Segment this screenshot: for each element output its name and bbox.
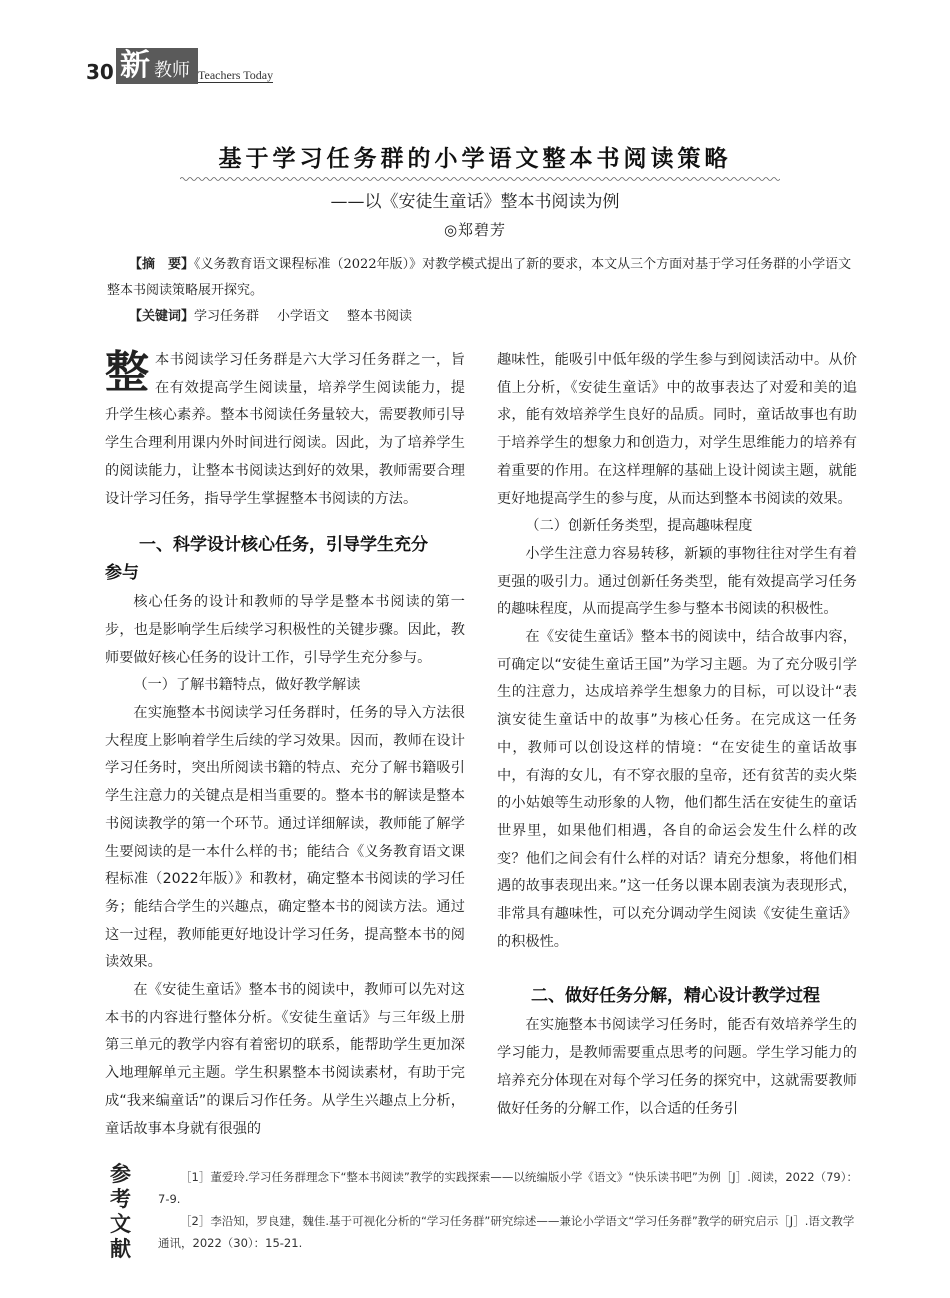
magazine-logo	[116, 46, 292, 86]
body-paragraph: 在实施整本书阅读学习任务群时，任务的导入方法很大程度上影响着学生后续的学习效果。因而，教师在设计学习任务时，突出所阅读书籍的特点、充分了解书籍吸引学生注意力的关键点是相当重要的。整本书的解读是整本书阅读教学的第一个环节。通过详细解读，教师能了解学生要阅读的是一本什么样的书；能结合《义务教育语文课程标准（2022年版）》和教材，确定整本书阅读的学习任务；能结合学生的兴趣点，确定整本书的阅读方法。通过这一过程，教师能更好地设计学习任务，提高整本书的阅读效果。	[105, 705, 465, 971]
section-2-heading-text: 二、做好任务分解，精心设计教学过程	[531, 986, 820, 1007]
body-paragraph: 趣味性，能吸引中低年级的学生参与到阅读活动中。从价值上分析，《安徒生童话》中的故事表达了对爱和美的追求，能有效培养学生良好的品质。同时，童话故事也有助于培养学生的想象力和创造力，对学生思维能力的培养有着重要的作用。在这样理解的基础上设计阅读主题，就能更好地提高学生的参与度，从而达到整本书阅读的效果。	[497, 352, 857, 507]
logo-char-xin: 新	[120, 48, 150, 83]
abstract-text: 《义务教育语文课程标准（2022年版）》对教学模式提出了新的要求，本文从三个方面对基于学习任务群的小学语文整本书阅读策略展开探究。	[107, 257, 852, 298]
right-column	[497, 347, 857, 1123]
keywords-label: 【关键词】	[129, 309, 195, 324]
body-paragraph: 小学生注意力容易转移，新颖的事物往往对学生有着更强的吸引力。通过创新任务类型，能有效提高学习任务的趣味程度，从而提高学生参与整本书阅读的积极性。	[497, 545, 857, 618]
body-paragraph: 在《安徒生童话》整本书的阅读中，结合故事内容，可确定以“安徒生童话王国”为学习主题。为了充分吸引学生的注意力，达成培养学生想象力的目标，可以设计“表演安徒生童话中的故事”为核心任务。在完成这一任务中，教师可以创设这样的情境：“在安徒生的童话故事中，有海的女儿，有不穿衣服的皇帝，还有贫苦的卖火柴的小姑娘等生动形象的人物，他们都生活在安徒生的童话世界里，如果他们相遇，各自的命运会发生什么样的改变？他们之间会有什么样的对话？请充分想象，将他们相遇的故事表现出来。”这一任务以课本剧表演为表现形式，非常具有趣味性，可以充分调动学生阅读《安徒生童话》的积极性。	[497, 629, 857, 950]
section-2-heading	[497, 982, 857, 1010]
subsection-1-heading: （一）了解书籍特点，做好教学解读	[133, 677, 361, 694]
abstract-label: 【摘 要】	[129, 257, 195, 272]
keywords-paragraph	[107, 304, 863, 330]
intro-paragraph	[105, 347, 465, 513]
reference-item: ［1］董爱玲.学习任务群理念下“整本书阅读”教学的实践探索——以统编版小学《语文》“快乐读书吧”为例［J］.阅读，2022（79）：7-9.	[158, 1170, 858, 1206]
article-author: ◎郑碧芳	[443, 221, 507, 239]
subsection-2-heading: （二）创新任务类型，提高趣味程度	[525, 518, 753, 535]
abstract-paragraph	[107, 252, 863, 304]
article-title: 基于学习任务群的小学语文整本书阅读策略	[218, 145, 732, 172]
keyword: 整本书阅读	[347, 309, 413, 324]
keyword: 小学语文	[277, 309, 330, 324]
logo-char-jiaoshi: 教师	[154, 60, 190, 81]
reference-item: ［2］李沿知，罗良建，魏佳.基于可视化分析的“学习任务群”研究综述——兼论小学语文“学习任务群”教学的研究启示［J］.语文教学通讯，2022（30）：15-21.	[158, 1214, 855, 1250]
title-wavy-rule	[180, 176, 780, 182]
dropcap: 整	[105, 347, 149, 398]
page-number: 30	[86, 60, 114, 84]
intro-text: 本书阅读学习任务群是六大学习任务群之一，旨在有效提高学生阅读量，培养学生阅读能力，提升学生核心素养。整本书阅读任务量较大，需要教师引导学生合理利用课内外时间进行阅读。因此，为了培养学生的阅读能力，让整本书阅读达到好的效果，教师需要合理设计学习任务，指导学生掌握整本书阅读的方法。	[105, 352, 465, 507]
article-subtitle: ——以《安徒生童话》整本书阅读为例	[330, 192, 620, 212]
references-label: 参考文献	[110, 1162, 131, 1261]
page-header	[86, 46, 296, 86]
body-paragraph: 核心任务的设计和教师的导学是整本书阅读的第一步，也是影响学生后续学习积极性的关键步骤。因此，教师要做好核心任务的设计工作，引导学生充分参与。	[105, 594, 465, 666]
body-paragraph: 在《安徒生童话》整本书的阅读中，教师可以先对这本书的内容进行整体分析。《安徒生童话》与三年级上册第三单元的教学内容有着密切的联系，能帮助学生更加深入地理解单元主题。学生积累整本书阅读素材，有助于完成“我来编童话”的课后习作任务。从学生兴趣点上分析，童话故事本身就有很强的	[105, 982, 465, 1137]
left-column	[105, 347, 465, 1143]
section-1-heading-line2: 参与	[105, 563, 139, 584]
keyword: 学习任务群	[194, 309, 260, 324]
references-list	[158, 1166, 858, 1254]
abstract-block	[107, 252, 863, 330]
section-1-heading	[105, 531, 465, 587]
section-1-heading-line1: 一、科学设计核心任务，引导学生充分	[139, 535, 428, 556]
body-paragraph: 在实施整本书阅读学习任务时，能否有效培养学生的学习能力，是教师需要重点思考的问题。学生学习能力的培养充分体现在对每个学习任务的探究中，这就需要教师做好任务的分解工作，以合适的任务引	[497, 1017, 857, 1117]
logo-english-name: Teachers Today	[198, 68, 274, 82]
